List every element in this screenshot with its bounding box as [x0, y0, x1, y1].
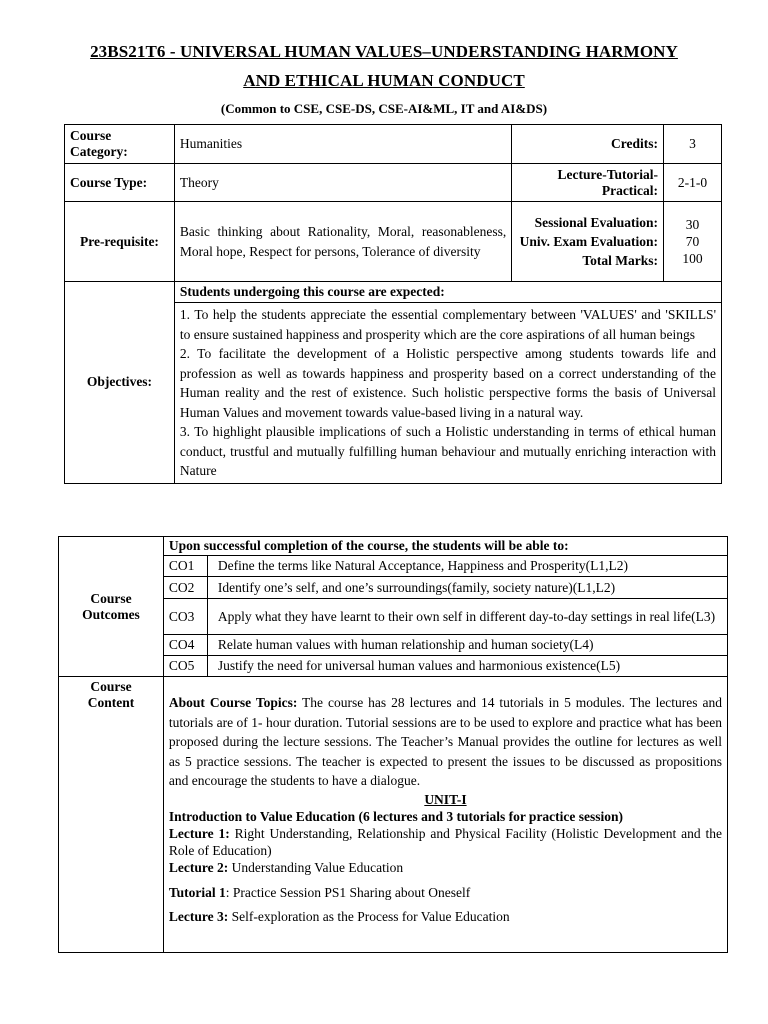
co-code: CO2	[163, 577, 207, 599]
page-subtitle: (Common to CSE, CSE-DS, CSE-AI&ML, IT and AI&DS)	[220, 101, 548, 116]
outcomes-heading: Upon successful completion of the course, the students will be able to:	[163, 537, 727, 556]
total-label: Total Marks:	[582, 253, 659, 268]
co-text: Relate human values with human relationship and human society(L4)	[207, 635, 727, 656]
sessional-label: Sessional Evaluation:	[534, 215, 659, 230]
total-value: 100	[682, 251, 703, 266]
course-info-table	[64, 124, 722, 484]
course-category-label: Course Category:	[65, 125, 175, 164]
evaluation-values	[664, 202, 722, 282]
exam-label: Univ. Exam Evaluation:	[519, 234, 659, 249]
lecture-item: Lecture 1: Right Understanding, Relationship and Physical Facility (Holistic Development and the Role of Education)	[168, 825, 722, 858]
objective-item: 3. To highlight plausible implications of such a Holistic understanding in terms of ethical human conduct, trustful and mutually fulfilling human behaviour and mutually enriching interaction with Nature	[179, 424, 716, 478]
page-title: 23BS21T6 - UNIVERSAL HUMAN VALUES–UNDERSTANDING HARMONY	[90, 42, 678, 61]
co-text: Justify the need for universal human values and harmonious existence(L5)	[207, 656, 727, 677]
course-category-value: Humanities	[174, 125, 511, 164]
ltp-label: Lecture-Tutorial-Practical:	[512, 164, 664, 202]
prerequisite-label: Pre-requisite:	[65, 202, 175, 282]
co-text: Identify one’s self, and one’s surroundings(family, society nature)(L1,L2)	[207, 577, 727, 599]
about-topics: About Course Topics: The course has 28 lectures and 14 tutorials in 5 modules. The lectures and tutorials are of 1- hour duration. Tutorial sessions are to be used to explore and practice what has been proposed during the lecture sessions. The Teacher’s Manual provides the outline for lectures as well as 5 practice sessions. The teacher is expected to present the issues to be discussed as propositions and encourage the students to have a dialogue.	[168, 695, 722, 788]
lecture-item: Lecture 2: Understanding Value Education	[168, 859, 404, 875]
page-title-line2: AND ETHICAL HUMAN CONDUCT	[243, 71, 525, 90]
prerequisite-value: Basic thinking about Rationality, Moral, reasonableness, Moral hope, Respect for persons, Tolerance of diversity	[174, 202, 511, 282]
course-type-value: Theory	[174, 164, 511, 202]
co-code: CO3	[163, 599, 207, 635]
co-code: CO5	[163, 656, 207, 677]
co-text: Apply what they have learnt to their own self in different day-to-day settings in real life(L3)	[207, 599, 727, 635]
co-code: CO4	[163, 635, 207, 656]
co-code: CO1	[163, 556, 207, 577]
co-text: Define the terms like Natural Acceptance, Happiness and Prosperity(L1,L2)	[207, 556, 727, 577]
course-content-body	[163, 677, 727, 953]
objectives-label: Objectives:	[65, 282, 175, 484]
credits-label: Credits:	[512, 125, 664, 164]
ltp-value: 2-1-0	[664, 164, 722, 202]
unit-title: Introduction to Value Education (6 lectures and 3 tutorials for practice session)	[168, 808, 624, 824]
objectives-heading: Students undergoing this course are expected:	[174, 282, 721, 303]
evaluation-labels	[512, 202, 664, 282]
outcomes-label: Course Outcomes	[59, 537, 164, 677]
objectives-body	[174, 303, 721, 484]
tutorial-item: Tutorial 1: Practice Session PS1 Sharing about Oneself	[168, 884, 471, 900]
credits-value: 3	[664, 125, 722, 164]
course-type-label: Course Type:	[65, 164, 175, 202]
lecture-item: Lecture 3: Self-exploration as the Process for Value Education	[168, 908, 510, 924]
exam-value: 70	[685, 234, 700, 249]
content-label: Course Content	[59, 677, 164, 953]
objective-item: 1. To help the students appreciate the essential complementary between 'VALUES' and 'SKILLS' to ensure sustained happiness and prosperity which are the core aspirations of all human beings	[179, 307, 716, 342]
course-outcomes-table	[58, 536, 728, 953]
objective-item: 2. To facilitate the development of a Holistic perspective among students towards life and profession as well as towards happiness and prosperity based on a correct understanding of the Human reality and the rest of existence. Such holistic perspective forms the basis of Universal Human Values and movement towards value-based living in a natural way.	[179, 346, 716, 420]
unit-heading: UNIT-I	[424, 791, 467, 807]
sessional-value: 30	[685, 217, 700, 232]
